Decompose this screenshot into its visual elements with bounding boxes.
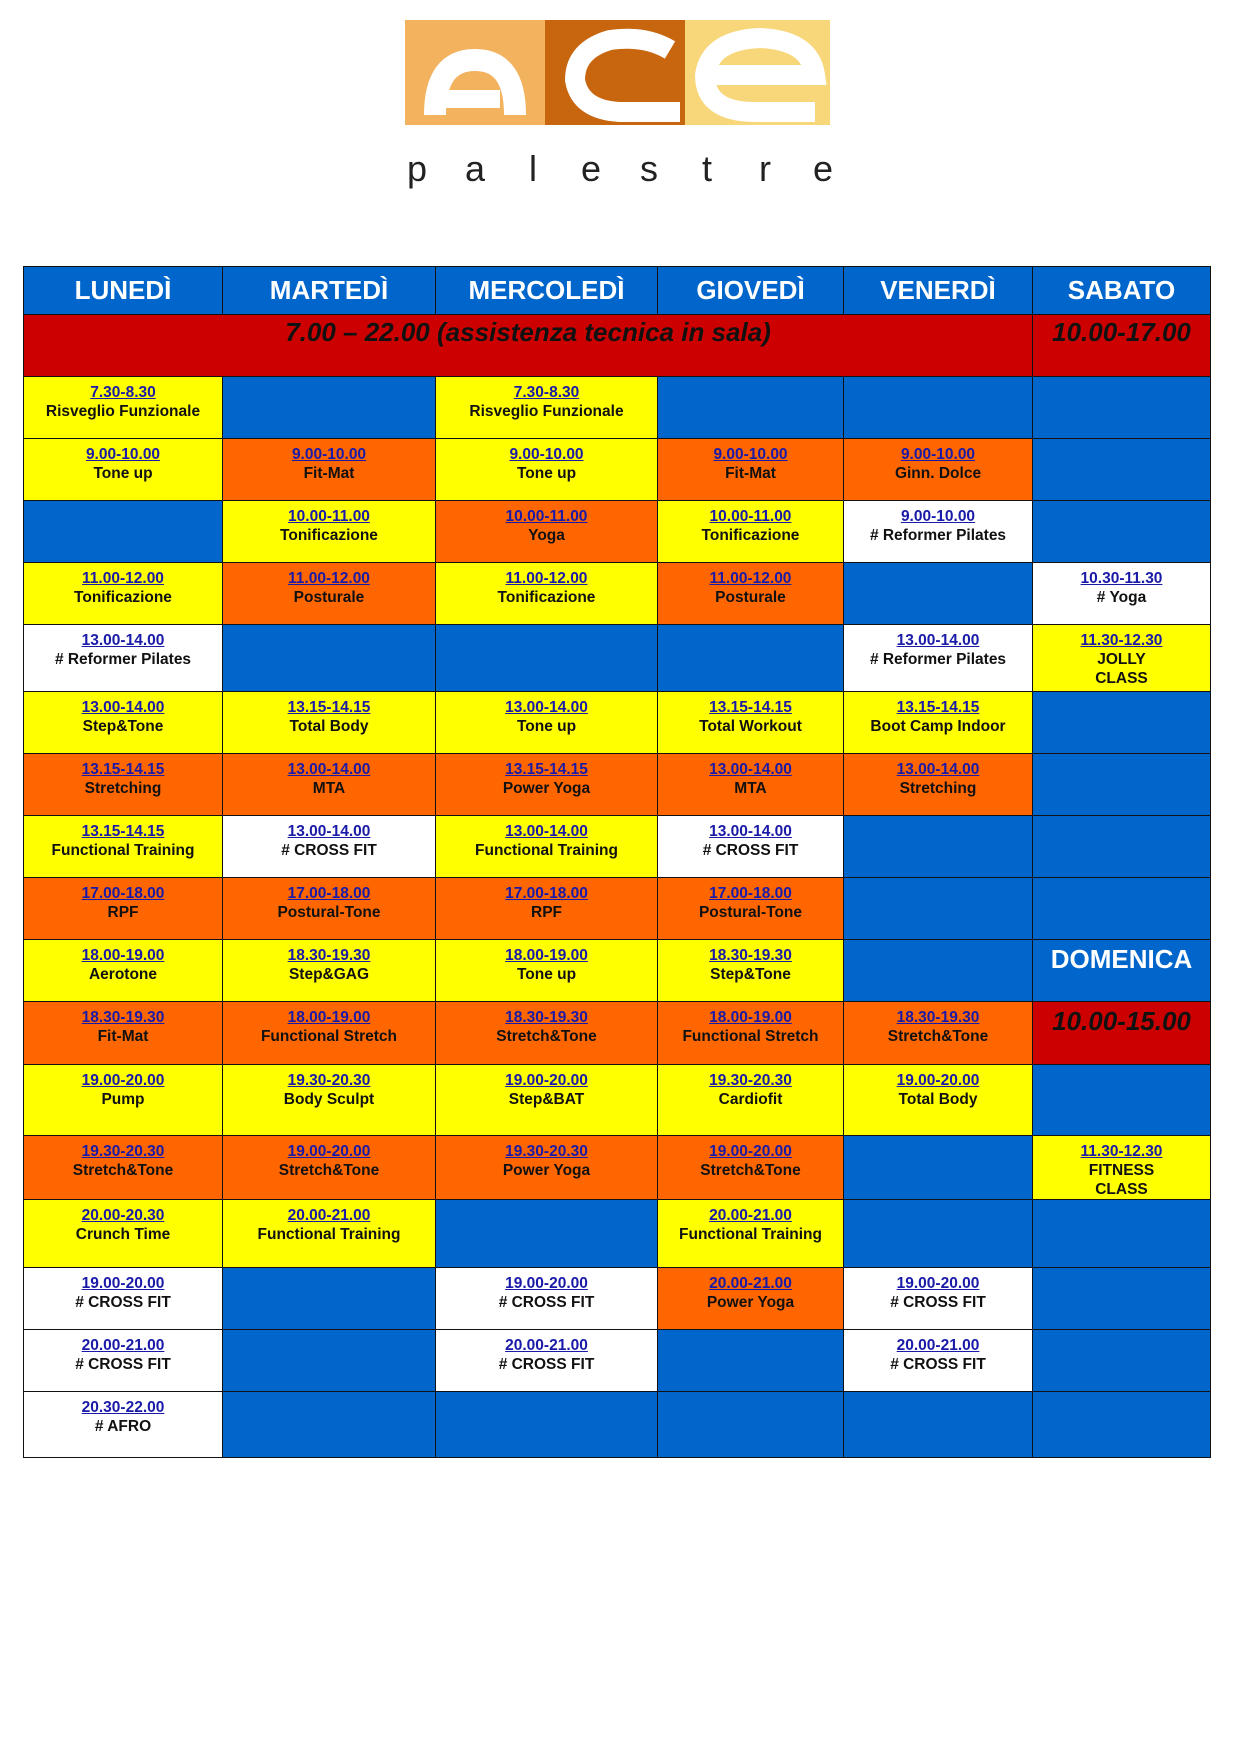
- schedule-row: [24, 1268, 1211, 1330]
- class-name: Cardiofit: [718, 1091, 783, 1108]
- class-name: Step&Tone: [710, 966, 791, 983]
- class-cell: [223, 1136, 436, 1200]
- empty-slot: [844, 377, 1033, 439]
- class-cell: [658, 1002, 844, 1065]
- class-time: 10.00-11.00: [288, 508, 370, 525]
- class-time: 19.00-20.00: [896, 1072, 980, 1089]
- class-time: 10.30-11.30: [1080, 570, 1163, 587]
- class-cell: [24, 1002, 223, 1065]
- schedule-row: [24, 1065, 1211, 1136]
- class-time: 17.00-18.00: [709, 885, 792, 902]
- class-cell: [223, 1065, 436, 1136]
- class-time: 17.00-18.00: [287, 885, 371, 902]
- class-name: Risveglio Funzionale: [45, 403, 201, 420]
- class-name-line2: CLASS: [1095, 670, 1148, 687]
- logo-letter: e: [812, 148, 834, 189]
- schedule-row: [24, 1330, 1211, 1392]
- class-name: Fit-Mat: [303, 465, 355, 482]
- class-cell: [658, 563, 844, 625]
- class-time: 9.00-10.00: [900, 508, 976, 525]
- class-time: 20.00-21.00: [709, 1275, 792, 1292]
- class-cell: [658, 754, 844, 816]
- empty-slot: [844, 1392, 1033, 1458]
- empty-slot: [1033, 816, 1211, 878]
- class-cell: [24, 1200, 223, 1268]
- class-cell: [24, 563, 223, 625]
- schedule-row: [24, 563, 1211, 625]
- class-name: Functional Training: [51, 842, 195, 859]
- class-name: RPF: [531, 904, 562, 921]
- empty-slot: [844, 1200, 1033, 1268]
- class-time: 13.00-14.00: [896, 761, 980, 778]
- class-time: 17.00-18.00: [505, 885, 588, 902]
- class-cell: [223, 439, 436, 501]
- class-cell: [658, 692, 844, 754]
- class-cell: [658, 878, 844, 940]
- class-cell: [24, 1392, 223, 1458]
- class-time: 9.00-10.00: [291, 446, 367, 463]
- class-time: 19.30-20.30: [709, 1072, 792, 1089]
- class-time: 13.00-14.00: [81, 632, 165, 649]
- empty-slot: [658, 1392, 844, 1458]
- class-cell: [24, 1136, 223, 1200]
- logo-letter: p: [406, 148, 428, 189]
- class-name: Total Body: [289, 718, 369, 735]
- class-name: # CROSS FIT: [498, 1294, 595, 1311]
- class-cell: [436, 377, 658, 439]
- class-cell: [844, 754, 1033, 816]
- class-time: 11.00-12.00: [288, 570, 370, 587]
- class-time: 20.00-20.30: [81, 1207, 165, 1224]
- class-time: 11.30-12.30: [1080, 632, 1163, 649]
- class-cell: [658, 816, 844, 878]
- class-name: Crunch Time: [75, 1226, 171, 1243]
- day-header: GIOVEDÌ: [658, 267, 844, 315]
- class-name: Tone up: [516, 718, 577, 735]
- class-cell: [436, 1330, 658, 1392]
- class-cell: [844, 1268, 1033, 1330]
- class-time: 13.00-14.00: [709, 823, 792, 840]
- schedule-row: [24, 1392, 1211, 1458]
- class-time: 19.00-20.00: [287, 1143, 371, 1160]
- day-header: MERCOLEDÌ: [436, 267, 658, 315]
- class-cell: [436, 439, 658, 501]
- class-cell: [1033, 1136, 1211, 1200]
- empty-slot: [658, 1330, 844, 1392]
- class-name: Tone up: [516, 966, 577, 983]
- class-name: # CROSS FIT: [75, 1294, 171, 1311]
- weekday-opening-hours: 7.00 – 22.00 (assistenza tecnica in sala): [24, 315, 1033, 377]
- class-time: 18.30-19.30: [287, 947, 371, 964]
- class-time: 19.00-20.00: [709, 1143, 792, 1160]
- class-time: 13.00-14.00: [287, 761, 371, 778]
- empty-slot: [1033, 377, 1211, 439]
- empty-slot: [223, 1330, 436, 1392]
- class-time: 19.00-20.00: [81, 1275, 165, 1292]
- class-cell: [24, 692, 223, 754]
- class-cell: [658, 501, 844, 563]
- class-cell: [844, 1002, 1033, 1065]
- class-time: 13.00-14.00: [505, 823, 588, 840]
- class-cell: [24, 625, 223, 692]
- class-cell: [844, 1065, 1033, 1136]
- class-cell: [24, 754, 223, 816]
- class-time: 13.00-14.00: [896, 632, 980, 649]
- empty-slot: [1033, 754, 1211, 816]
- schedule-row: [24, 754, 1211, 816]
- logo-letter: l: [529, 148, 537, 189]
- empty-slot: [1033, 501, 1211, 563]
- class-cell: [1033, 625, 1211, 692]
- logo-letter: a: [464, 148, 486, 189]
- class-cell: [658, 940, 844, 1002]
- class-cell: [658, 1136, 844, 1200]
- class-cell: [223, 940, 436, 1002]
- class-name: Tone up: [93, 465, 153, 482]
- class-name: Stretching: [899, 780, 977, 797]
- class-name: Stretch&Tone: [278, 1162, 380, 1179]
- class-name: # CROSS FIT: [281, 842, 377, 859]
- class-name: Functional Training: [679, 1226, 822, 1243]
- class-cell: [436, 692, 658, 754]
- ace-logo-mark: [405, 20, 835, 130]
- class-name: # CROSS FIT: [702, 842, 799, 859]
- class-name: RPF: [107, 904, 139, 921]
- class-name: Risveglio Funzionale: [469, 403, 624, 420]
- class-name: Tonificazione: [497, 589, 596, 606]
- empty-slot: [1033, 878, 1211, 940]
- day-header: SABATO: [1033, 267, 1211, 315]
- class-name: Power Yoga: [502, 1162, 591, 1179]
- class-name: # CROSS FIT: [75, 1356, 171, 1373]
- class-name: Functional Training: [257, 1226, 401, 1243]
- class-time: 9.00-10.00: [85, 446, 161, 463]
- empty-slot: [844, 1136, 1033, 1200]
- class-name: Tone up: [516, 465, 577, 482]
- class-time: 18.30-19.30: [896, 1009, 980, 1026]
- class-name: JOLLY: [1097, 651, 1146, 668]
- class-time: 18.00-19.00: [81, 947, 165, 964]
- class-time: 11.00-12.00: [82, 570, 164, 587]
- class-cell: [223, 878, 436, 940]
- class-name: # CROSS FIT: [890, 1294, 986, 1311]
- opening-hours-row: [24, 315, 1211, 377]
- class-name: # CROSS FIT: [890, 1356, 986, 1373]
- empty-slot: [658, 625, 844, 692]
- class-time: 11.00-12.00: [505, 570, 588, 587]
- class-time: 10.00-11.00: [709, 508, 792, 525]
- class-name: Step&BAT: [508, 1091, 585, 1108]
- saturday-opening-hours: 10.00-17.00: [1033, 315, 1211, 377]
- class-name: # CROSS FIT: [498, 1356, 595, 1373]
- class-time: 13.15-14.15: [896, 699, 980, 716]
- day-header: LUNEDÌ: [24, 267, 223, 315]
- class-time: 18.30-19.30: [81, 1009, 165, 1026]
- class-cell: [223, 1002, 436, 1065]
- class-name-line2: CLASS: [1095, 1181, 1148, 1198]
- class-cell: [844, 501, 1033, 563]
- day-header: MARTEDÌ: [223, 267, 436, 315]
- class-time: 9.00-10.00: [509, 446, 584, 463]
- class-cell: [844, 692, 1033, 754]
- class-time: 13.15-14.15: [81, 761, 165, 778]
- class-name: Fit-Mat: [725, 465, 776, 482]
- class-time: 11.30-12.30: [1080, 1143, 1163, 1160]
- class-time: 19.30-20.30: [505, 1143, 588, 1160]
- class-cell: [436, 878, 658, 940]
- class-cell: [844, 625, 1033, 692]
- class-cell: [223, 692, 436, 754]
- class-name: Postural-Tone: [277, 904, 381, 921]
- class-name: Stretching: [84, 780, 162, 797]
- sunday-label: DOMENICA: [1033, 940, 1211, 1002]
- class-time: 10.00-11.00: [505, 508, 588, 525]
- schedule-row: [24, 816, 1211, 878]
- class-name: Stretch&Tone: [496, 1028, 597, 1045]
- class-cell: [436, 816, 658, 878]
- class-time: 20.00-21.00: [81, 1337, 165, 1354]
- class-time: 18.30-19.30: [709, 947, 792, 964]
- class-name: Power Yoga: [502, 780, 591, 797]
- class-cell: [436, 1136, 658, 1200]
- schedule-row: [24, 1200, 1211, 1268]
- class-name: Boot Camp Indoor: [870, 718, 1006, 735]
- class-time: 18.00-19.00: [287, 1009, 371, 1026]
- class-time: 9.00-10.00: [713, 446, 788, 463]
- logo-letter: r: [759, 148, 771, 189]
- class-name: Postural-Tone: [698, 904, 803, 921]
- empty-slot: [1033, 439, 1211, 501]
- class-cell: [24, 377, 223, 439]
- class-time: 19.00-20.00: [896, 1275, 980, 1292]
- schedule-row: [24, 625, 1211, 692]
- logo-letter: t: [701, 148, 712, 189]
- class-name: Power Yoga: [706, 1294, 795, 1311]
- empty-slot: [24, 501, 223, 563]
- class-cell: [436, 1268, 658, 1330]
- class-time: 19.00-20.00: [505, 1072, 588, 1089]
- class-time: 13.15-14.15: [287, 699, 371, 716]
- class-time: 7.30-8.30: [513, 384, 580, 401]
- class-name: Ginn. Dolce: [894, 465, 982, 482]
- schedule-row: [24, 878, 1211, 940]
- class-cell: [436, 501, 658, 563]
- empty-slot: [1033, 1330, 1211, 1392]
- class-cell: [436, 1002, 658, 1065]
- class-name: MTA: [312, 780, 346, 797]
- class-cell: [436, 563, 658, 625]
- class-name: Step&GAG: [288, 966, 370, 983]
- class-time: 9.00-10.00: [900, 446, 976, 463]
- empty-slot: [844, 816, 1033, 878]
- class-time: 19.00-20.00: [505, 1275, 588, 1292]
- class-time: 19.00-20.00: [81, 1072, 165, 1089]
- class-name: Pump: [101, 1091, 145, 1108]
- empty-slot: [223, 377, 436, 439]
- class-name: # AFRO: [94, 1418, 152, 1435]
- sunday-opening-hours: 10.00-15.00: [1033, 1002, 1211, 1065]
- schedule-row: [24, 940, 1211, 1002]
- class-cell: [223, 563, 436, 625]
- class-name: # Yoga: [1096, 589, 1147, 606]
- class-name: FITNESS: [1088, 1162, 1155, 1179]
- class-time: 17.00-18.00: [81, 885, 165, 902]
- class-cell: [844, 439, 1033, 501]
- class-name: Posturale: [293, 589, 365, 606]
- class-cell: [1033, 563, 1211, 625]
- class-name: # Reformer Pilates: [869, 651, 1007, 668]
- class-name: Total Body: [898, 1091, 978, 1108]
- empty-slot: [223, 1392, 436, 1458]
- class-time: 13.00-14.00: [505, 699, 588, 716]
- class-name: Stretch&Tone: [887, 1028, 989, 1045]
- class-time: 7.30-8.30: [90, 384, 156, 401]
- class-name: Yoga: [528, 527, 565, 544]
- empty-slot: [844, 563, 1033, 625]
- class-time: 13.00-14.00: [287, 823, 371, 840]
- class-cell: [436, 940, 658, 1002]
- empty-slot: [1033, 1065, 1211, 1136]
- class-time: 19.30-20.30: [81, 1143, 165, 1160]
- schedule-row: [24, 1136, 1211, 1200]
- empty-slot: [1033, 1200, 1211, 1268]
- class-name: # Reformer Pilates: [54, 651, 192, 668]
- class-cell: [223, 816, 436, 878]
- class-time: 13.15-14.15: [81, 823, 165, 840]
- class-name: Stretch&Tone: [72, 1162, 174, 1179]
- schedule-row: [24, 692, 1211, 754]
- class-time: 13.15-14.15: [505, 761, 588, 778]
- schedule-row: [24, 1002, 1211, 1065]
- class-cell: [24, 816, 223, 878]
- empty-slot: [223, 1268, 436, 1330]
- class-cell: [24, 940, 223, 1002]
- class-name: Posturale: [715, 589, 786, 606]
- class-name: Tonificazione: [280, 527, 378, 544]
- empty-slot: [658, 377, 844, 439]
- ace-palestre-logo: [405, 20, 835, 189]
- class-time: 18.30-19.30: [505, 1009, 588, 1026]
- class-cell: [223, 1200, 436, 1268]
- class-name: Step&Tone: [82, 718, 164, 735]
- empty-slot: [844, 878, 1033, 940]
- empty-slot: [1033, 1392, 1211, 1458]
- empty-slot: [1033, 1268, 1211, 1330]
- class-cell: [24, 439, 223, 501]
- class-cell: [658, 1065, 844, 1136]
- class-name: Stretch&Tone: [700, 1162, 801, 1179]
- class-time: 19.30-20.30: [287, 1072, 371, 1089]
- class-cell: [436, 754, 658, 816]
- class-name: Total Workout: [699, 718, 802, 735]
- empty-slot: [1033, 692, 1211, 754]
- class-time: 13.00-14.00: [81, 699, 165, 716]
- logo-letter: s: [640, 148, 658, 189]
- class-cell: [24, 878, 223, 940]
- empty-slot: [436, 1392, 658, 1458]
- class-cell: [844, 1330, 1033, 1392]
- class-name: Tonificazione: [701, 527, 800, 544]
- class-cell: [658, 1200, 844, 1268]
- class-time: 13.00-14.00: [709, 761, 792, 778]
- class-time: 20.00-21.00: [709, 1207, 792, 1224]
- day-header-row: [24, 267, 1211, 315]
- day-header: VENERDÌ: [844, 267, 1033, 315]
- empty-slot: [436, 625, 658, 692]
- class-time: 13.15-14.15: [709, 699, 792, 716]
- logo-letter: e: [580, 148, 602, 189]
- class-name: # Reformer Pilates: [869, 527, 1007, 544]
- empty-slot: [436, 1200, 658, 1268]
- class-name: Aerotone: [88, 966, 158, 983]
- class-cell: [436, 1065, 658, 1136]
- class-cell: [24, 1065, 223, 1136]
- class-name: Functional Stretch: [682, 1028, 819, 1045]
- schedule-row: [24, 439, 1211, 501]
- class-time: 20.00-21.00: [896, 1337, 980, 1354]
- class-time: 20.00-21.00: [287, 1207, 371, 1224]
- class-time: 11.00-12.00: [709, 570, 792, 587]
- class-time: 18.00-19.00: [709, 1009, 792, 1026]
- class-cell: [24, 1268, 223, 1330]
- class-name: Functional Stretch: [260, 1028, 398, 1045]
- empty-slot: [223, 625, 436, 692]
- class-cell: [223, 501, 436, 563]
- class-name: Body Sculpt: [283, 1091, 375, 1108]
- schedule-table: [23, 266, 1211, 1458]
- logo-subtitle: [405, 148, 835, 190]
- class-name: Functional Training: [475, 842, 618, 859]
- class-cell: [24, 1330, 223, 1392]
- class-cell: [223, 754, 436, 816]
- class-cell: [658, 439, 844, 501]
- class-time: 20.30-22.00: [81, 1399, 165, 1416]
- class-time: 18.00-19.00: [505, 947, 588, 964]
- class-name: Tonificazione: [74, 589, 172, 606]
- empty-slot: [844, 940, 1033, 1002]
- class-time: 20.00-21.00: [505, 1337, 588, 1354]
- class-cell: [658, 1268, 844, 1330]
- class-name: Fit-Mat: [97, 1028, 149, 1045]
- schedule-row: [24, 501, 1211, 563]
- schedule-row: [24, 377, 1211, 439]
- class-name: MTA: [734, 780, 767, 797]
